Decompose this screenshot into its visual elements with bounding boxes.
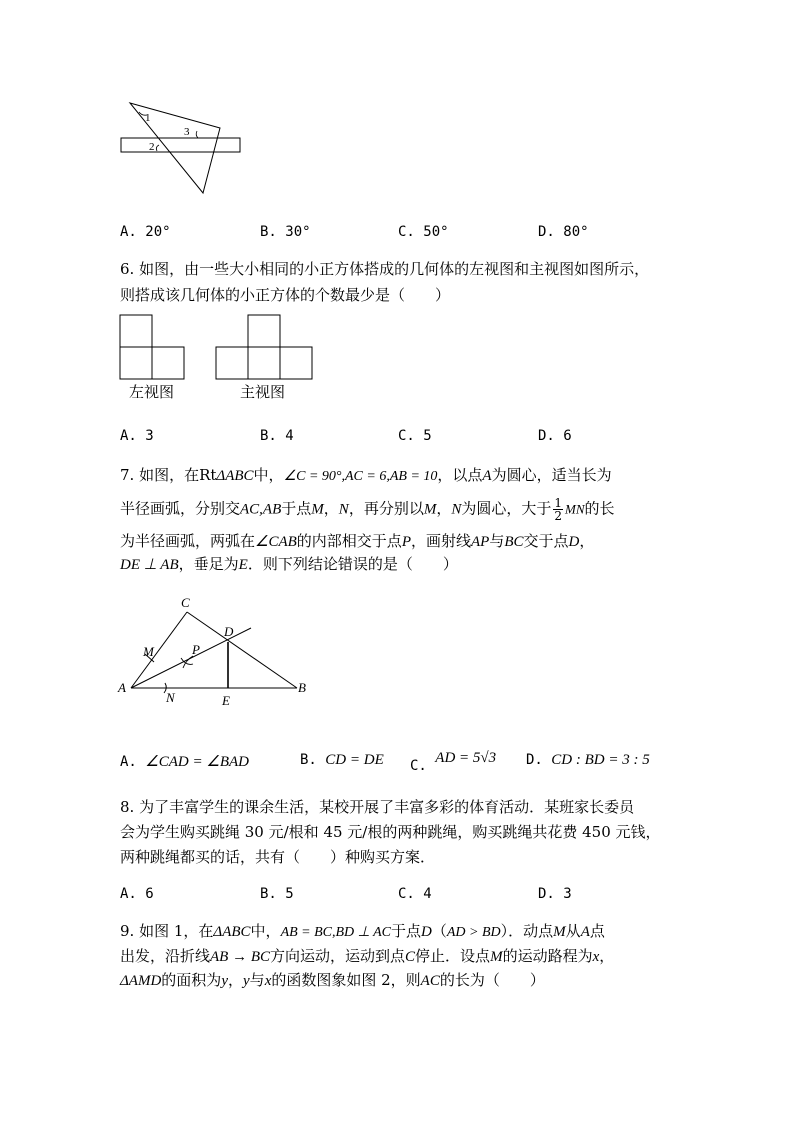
q6-line1: 6. 如图，由一些大小相同的小正方体搭成的几何体的左视图和主视图如图所示， — [120, 260, 650, 278]
q5-angle3-arc — [196, 131, 198, 138]
q8-option-d: D. 3 — [538, 886, 572, 902]
q7-option-a: A. ∠CAD = ∠BAD — [120, 754, 249, 770]
q6-main-view-caption: 主视图 — [240, 383, 286, 401]
q5-angle1-label: 1 — [145, 112, 151, 124]
q5-strip — [121, 138, 240, 152]
q5-option-c: C. 50° — [398, 224, 449, 240]
q6-option-c: C. 5 — [398, 428, 432, 444]
q8-line1: 8. 为了丰富学生的课余生活，某校开展了丰富多彩的体育活动．某班家长委员 — [120, 798, 635, 816]
q7-label-m: M — [143, 644, 154, 659]
q5-figure — [115, 98, 245, 198]
q6-option-b: B. 4 — [260, 428, 294, 444]
q7-label-e: E — [222, 693, 230, 708]
q5-triangle — [130, 103, 220, 193]
q9-line3: ΔAMD的面积为y，y与x的函数图象如图 2，则AC的长为（ ） — [120, 971, 545, 989]
q7-line1: 7. 如图，在RtΔABC中，∠C = 90°,AC = 6,AB = 10，以点A为圆心，适当长为 — [120, 466, 612, 484]
q6-left-view — [118, 313, 190, 383]
q6-option-d: D. 6 — [538, 428, 572, 444]
q9-line2: 出发，沿折线AB → BC方向运动，运动到点C停止．设点M的运动路程为x， — [120, 947, 615, 965]
q7-label-b: B — [298, 680, 306, 695]
q7-label-d: D — [224, 624, 234, 639]
q6-main-view — [214, 313, 316, 383]
q7-side-cb — [187, 612, 297, 688]
q5-angle3-label: 3 — [184, 126, 190, 138]
q7-option-b: B. CD = DE — [300, 752, 384, 768]
q7-label-n: N — [166, 690, 175, 705]
q7-line2: 半径画弧，分别交AC,AB于点M，N，再分别以M，N为圆心，大于 $\frac{1}{2}$ MN的长 — [120, 496, 615, 523]
q5-option-b: B. 30° — [260, 224, 311, 240]
q5-angle2-label: 2 — [149, 141, 155, 153]
q8-option-b: B. 5 — [260, 886, 294, 902]
q7-fraction: $\frac{1}{2}$ — [554, 496, 563, 523]
q5-option-a: A. 20° — [120, 224, 171, 240]
q8-line3: 两种跳绳都买的话，共有（ ）种购买方案． — [120, 848, 436, 866]
q7-side-ac — [131, 612, 187, 688]
q5-option-d: D. 80° — [538, 224, 589, 240]
q8-line2: 会为学生购买跳绳 30 元/根和 45 元/根的两种跳绳，购买跳绳共花费 450 元钱， — [120, 823, 661, 841]
q7-option-c: C. AD = 5√3 — [410, 750, 497, 774]
q7-line4: DE ⊥ AB，垂足为E．则下列结论错误的是（ ） — [120, 555, 458, 573]
q8-option-a: A. 6 — [120, 886, 154, 902]
q7-label-p: P — [192, 642, 200, 657]
q7-line3: 为半径画弧，两弧在∠CAB的内部相交于点P，画射线AP与BC交于点D， — [120, 532, 595, 550]
q8-option-c: C. 4 — [398, 886, 432, 902]
q6-left-view-caption: 左视图 — [129, 383, 175, 401]
q7-label-a: A — [118, 680, 126, 695]
q7-figure — [115, 592, 315, 712]
q7-option-d: D. CD : BD = 3 : 5 — [526, 752, 650, 768]
q5-angle2-arc — [156, 145, 159, 151]
q7-label-c: C — [181, 595, 190, 610]
q6-option-a: A. 3 — [120, 428, 154, 444]
q6-line2: 则搭成该几何体的小正方体的个数最少是（ ） — [120, 286, 451, 304]
q9-line1: 9. 如图 1，在ΔABC中，AB = BC,BD ⊥ AC于点D（AD > BD）．动点M从A点 — [120, 922, 605, 940]
